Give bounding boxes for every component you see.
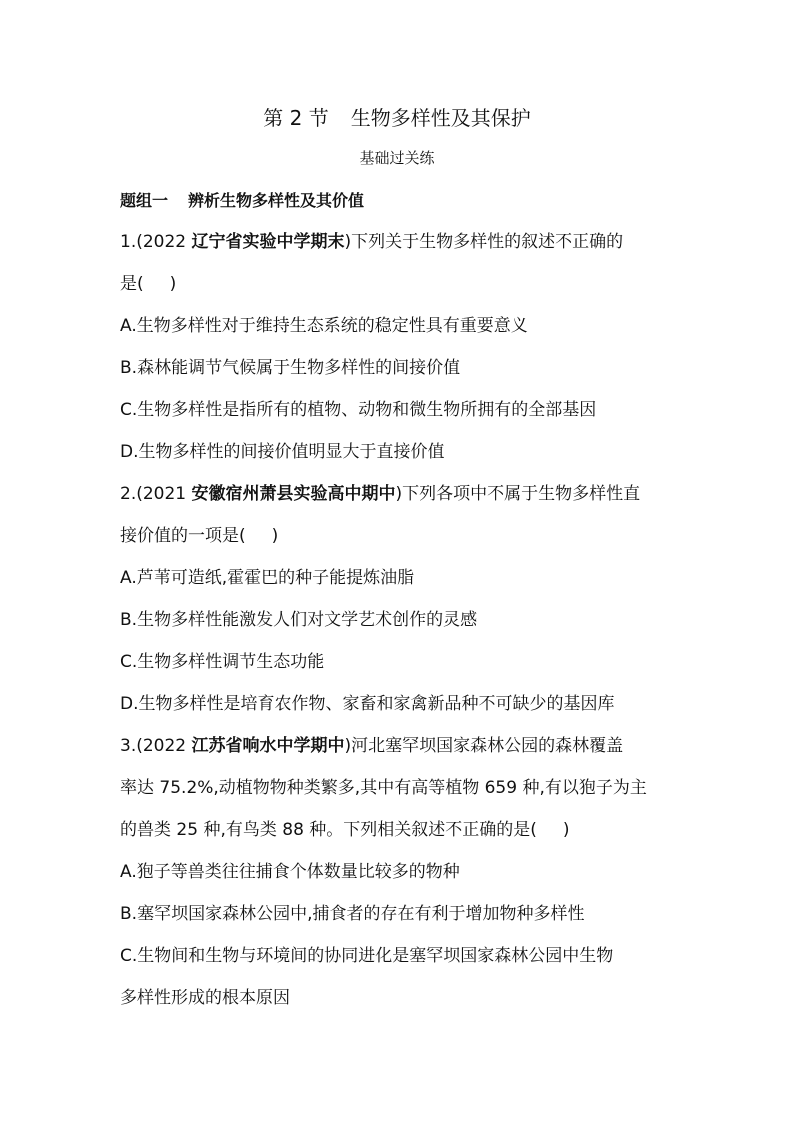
question-3-option-c: C.生物间和生物与环境间的协同进化是塞罕坝国家森林公园中生物 — [120, 946, 614, 966]
question-2-stem-line-1: 2.(2021 安徽宿州萧县实验高中期中)下列各项中不属于生物多样性直 — [120, 484, 641, 504]
question-1-option-d: D.生物多样性的间接价值明显大于直接价值 — [120, 442, 445, 462]
question-3-stem-line-3: 的兽类 25 种,有鸟类 88 种。下列相关叙述不正确的是( ) — [120, 820, 570, 840]
question-2-option-d: D.生物多样性是培育农作物、家畜和家禽新品种不可缺少的基因库 — [120, 694, 615, 714]
question-2-source: 安徽宿州萧县实验高中期中 — [191, 484, 396, 504]
question-1-option-a: A.生物多样性对于维持生态系统的稳定性具有重要意义 — [120, 316, 528, 336]
question-2-option-a: A.芦苇可造纸,霍霍巴的种子能提炼油脂 — [120, 568, 415, 588]
question-3-source: 江苏省响水中学期中 — [191, 736, 345, 756]
section-title — [0, 104, 794, 132]
subtitle: 基础过关练 — [359, 149, 435, 167]
section-title-text: 生物多样性及其保护 — [350, 106, 531, 130]
question-3-option-a: A.狍子等兽类往往捕食个体数量比较多的物种 — [120, 862, 460, 882]
question-1-option-c: C.生物多样性是指所有的植物、动物和微生物所拥有的全部基因 — [120, 400, 597, 420]
question-1-stem-line-1: 1.(2022 辽宁省实验中学期末)下列关于生物多样性的叙述不正确的 — [120, 232, 624, 252]
question-2-stem-line-2: 接价值的一项是( ) — [120, 526, 279, 546]
section-number: 第 2 节 — [263, 106, 329, 130]
group-label: 题组一 — [120, 191, 169, 210]
question-1-stem-line-2: 是( ) — [120, 274, 177, 294]
question-3-option-c-continued: 多样性形成的根本原因 — [120, 988, 290, 1008]
question-2-option-c: C.生物多样性调节生态功能 — [120, 652, 325, 672]
question-3-stem-line-2: 率达 75.2%,动植物物种类繁多,其中有高等植物 659 种,有以狍子为主 — [120, 778, 647, 798]
question-3-stem-line-1: 3.(2022 江苏省响水中学期中)河北塞罕坝国家森林公园的森林覆盖 — [120, 736, 624, 756]
question-2-option-b: B.生物多样性能激发人们对文学艺术创作的灵感 — [120, 610, 478, 630]
question-1-source: 辽宁省实验中学期末 — [191, 232, 345, 252]
group-heading — [120, 188, 364, 214]
question-3-option-b: B.塞罕坝国家森林公园中,捕食者的存在有利于增加物种多样性 — [120, 904, 585, 924]
question-1-option-b: B.森林能调节气候属于生物多样性的间接价值 — [120, 358, 461, 378]
group-title: 辨析生物多样性及其价值 — [188, 191, 365, 210]
